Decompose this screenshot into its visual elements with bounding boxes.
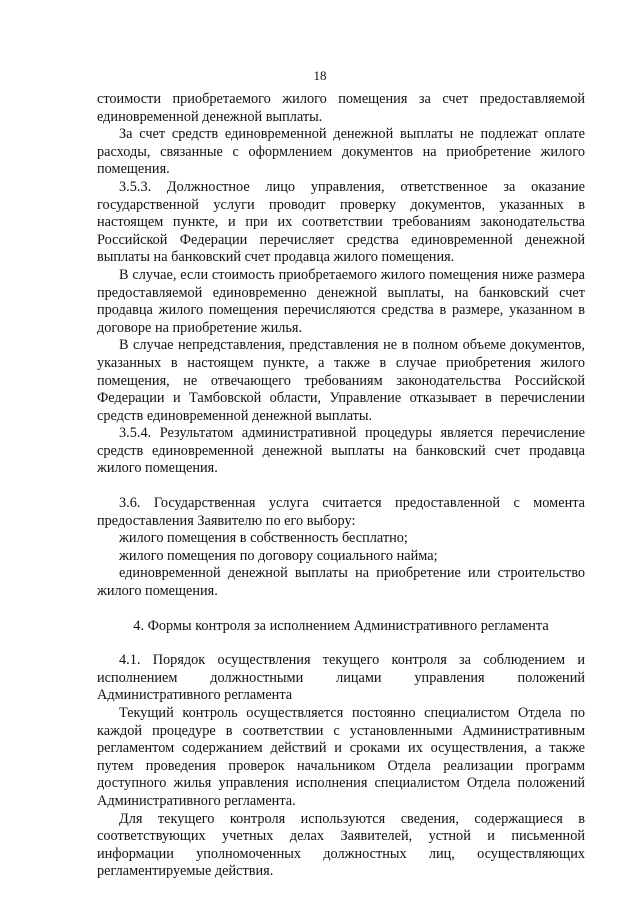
list-item-social-lease: жилого помещения по договору социального найма; xyxy=(119,547,438,564)
paragraph-3-5-3: 3.5.3. Должностное лицо управления, ответственное за оказание государственной услуги проводит проверку документов, указанных в настоящем пункте, и при их соответствии требованиям законодательства Российской Федерации перечисляет средства единовременной денежной выплаты на банковский счет продавца жилого помещения. xyxy=(97,178,585,266)
paragraph-continuation: стоимости приобретаемого жилого помещения за счет предоставляемой единовременной денежной выплаты. xyxy=(97,91,585,125)
paragraph-control-information: Для текущего контроля используются сведения, содержащиеся в соответствующих учетных делах Заявителей, устной и письменной информации уполномоченных должностных лиц, осуществляющих регламентируемые действия. xyxy=(97,810,585,880)
paragraph-4-1-heading: 4.1. Порядок осуществления текущего контроля за соблюдением и исполнением должностными лицами управления положений Административного регламента xyxy=(97,652,585,704)
list-item-ownership: жилого помещения в собственность бесплатно; xyxy=(119,530,408,547)
section-4-heading: 4. Формы контроля за исполнением Административного регламента xyxy=(133,617,549,634)
page-number: 18 xyxy=(313,68,327,83)
paragraph-3-5-4: 3.5.4. Результатом административной процедуры является перечисление средств единовременной денежной выплаты на банковский счет продавца жилого помещения. xyxy=(97,425,585,477)
paragraph-current-control: Текущий контроль осуществляется постоянно специалистом Отдела по каждой процедуре в соответствии с установленными Административным регламентом содержанием действий и сроками их осуществления, а также путем проведения проверок начальником Отдела реализации программ доступного жилья управления исполнения специалистом Отдела положений Административного регламента. xyxy=(97,705,585,809)
paragraph-refusal-case: В случае непредставления, представления не в полном объеме документов, указанных в настоящем пункте, а также в случае приобретения жилого помещения, не отвечающего требованиям законодательства Российской Федерации и Тамбовской области, Управление отказывает в перечислении средств единовременной денежной выплаты. xyxy=(97,337,585,424)
paragraph-lower-cost-case: В случае, если стоимость приобретаемого жилого помещения ниже размера предоставляемой единовременно денежной выплаты, на банковский счет продавца жилого помещения перечисляются средства в размере, указанном в договоре на приобретение жилья. xyxy=(97,266,585,336)
paragraph-expenses-note: За счет средств единовременной денежной выплаты не подлежат оплате расходы, связанные с оформлением документов на приобретение жилого помещения. xyxy=(97,126,585,178)
document-body xyxy=(97,91,585,881)
list-item-lump-sum: единовременной денежной выплаты на приобретение или строительство жилого помещения. xyxy=(97,565,585,600)
paragraph-3-6: 3.6. Государственная услуга считается предоставленной с момента предоставления Заявителю по его выбору: xyxy=(97,495,585,529)
